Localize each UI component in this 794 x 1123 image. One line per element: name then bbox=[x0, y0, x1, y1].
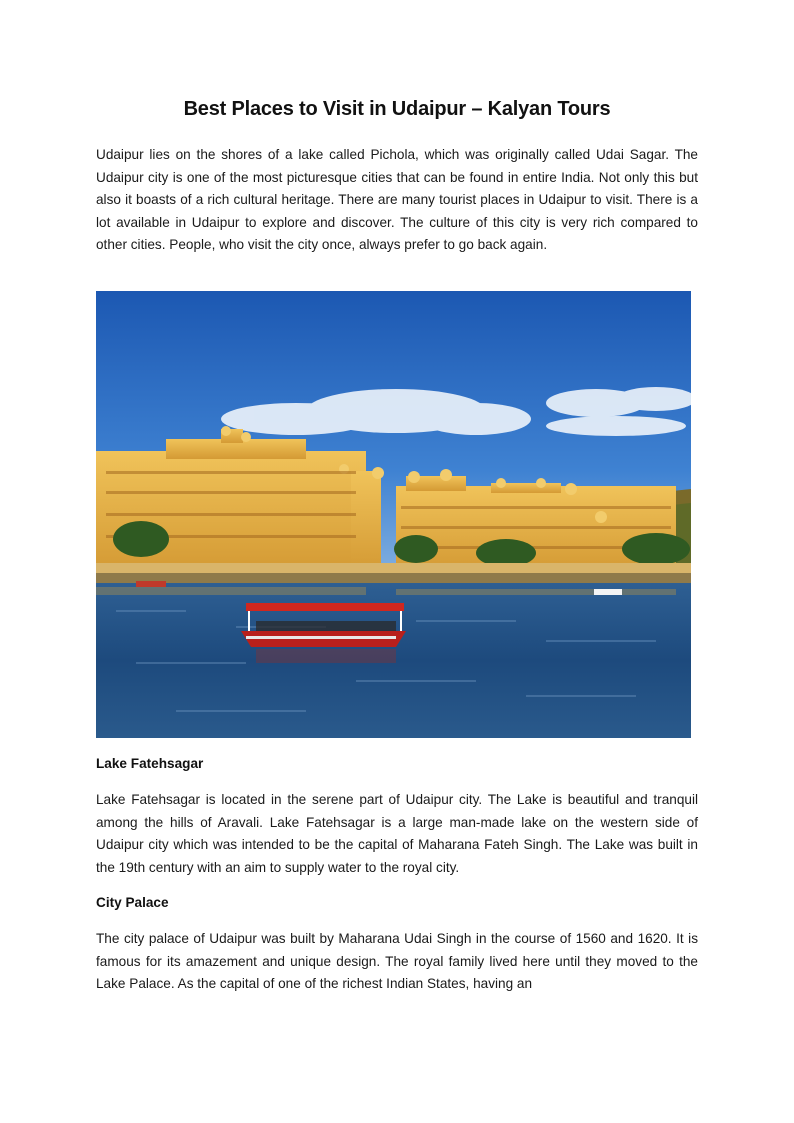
page-title: Best Places to Visit in Udaipur – Kalyan Tours bbox=[183, 98, 611, 120]
section-heading-city-palace: City Palace bbox=[96, 895, 169, 910]
section-body-lake-fatehsagar: Lake Fatehsagar is located in the serene part of Udaipur city. The Lake is beautiful and tranquil among the hills of Aravali. Lake Fatehsagar is a large man-made lake on the western side of Udaipur city which was intended to be the capital of Maharana Fateh Singh. The Lake was built in the 19th century with an aim to supply water to the royal city. bbox=[96, 792, 698, 875]
intro-paragraph: Udaipur lies on the shores of a lake called Pichola, which was originally called Udai Sagar. The Udaipur city is one of the most picturesque cities that can be found in entire India. Not only this but also it boasts of a rich cultural heritage. There are many tourist places in Udaipur to visit. There is a lot available in Udaipur to explore and discover. The culture of this city is very rich compared to other cities. People, who visit the city once, always prefer to go back again. bbox=[96, 147, 698, 253]
udaipur-lake-photo bbox=[96, 291, 691, 738]
section-heading-lake-fatehsagar: Lake Fatehsagar bbox=[96, 756, 204, 771]
section-body-city-palace: The city palace of Udaipur was built by Maharana Udai Singh in the course of 1560 and 1620. It is famous for its amazement and unique design. The royal family lived here until they moved to the Lake Palace. As the capital of one of the richest Indian States, having an bbox=[96, 931, 698, 992]
